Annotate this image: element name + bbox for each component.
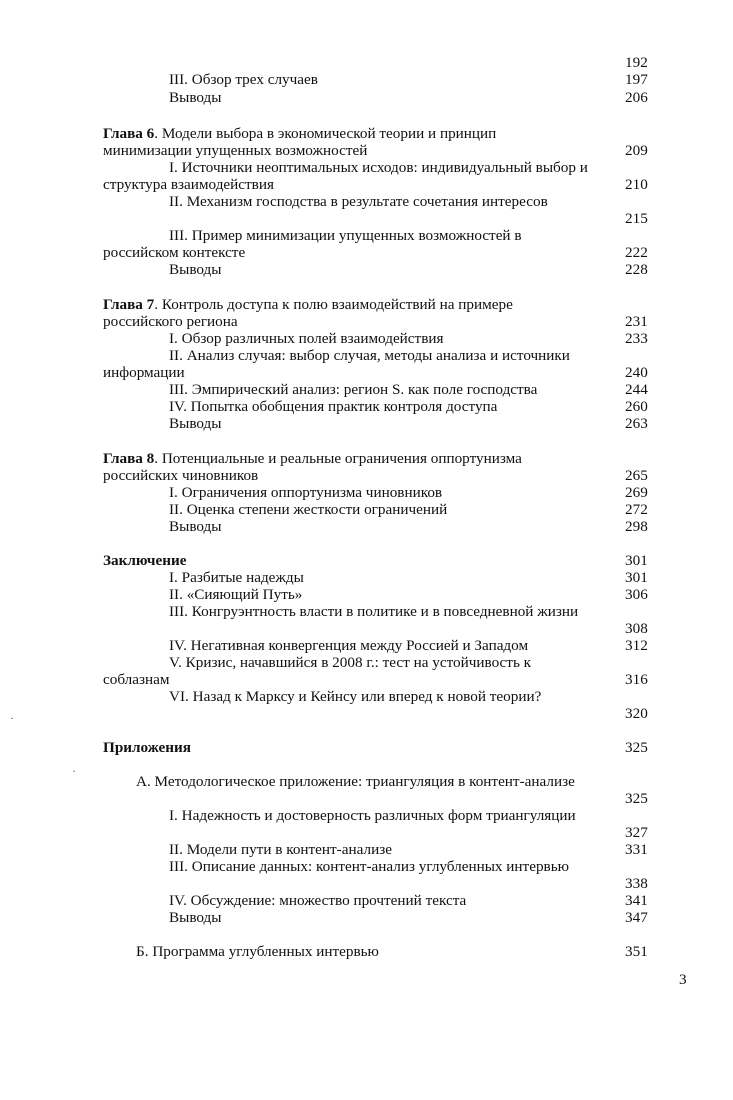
chapter-title-cont: российского региона [103,313,238,330]
page-number: 316 [625,671,648,688]
toc-entry: IV. Негативная конвергенция между Россией и Западом [169,637,529,654]
toc-entry: II. Механизм господства в результате сочетания интересов [169,193,548,210]
toc-entry: Выводы [169,909,222,926]
page-number: 331 [625,841,648,858]
page-number: 260 [625,398,648,415]
footer-page-number: 3 [679,971,687,988]
toc-entry: IV. Попытка обобщения практик контроля доступа [169,398,498,415]
toc-entry: III. Пример минимизации упущенных возможностей в [169,227,522,244]
toc-entry: Выводы [169,89,222,106]
scan-speck: · [10,711,14,725]
chapter-title: . Модели выбора в экономической теории и принцип [154,125,497,142]
toc-entry-cont: российском контексте [103,244,246,261]
page-number: 206 [625,89,648,106]
chapter-heading [103,450,522,467]
toc-entry: I. Надежность и достоверность различных форм триангуляции [169,807,576,824]
toc-entry-cont: информации [103,364,185,381]
toc-entry: III. Конгруэнтность власти в политике и в повседневной жизни [169,603,579,620]
page-number: 263 [625,415,648,432]
page-number: 347 [625,909,648,926]
toc-entry: III. Описание данных: контент-анализ углубленных интервью [169,858,569,875]
toc-entry: I. Обзор различных полей взаимодействия [169,330,444,347]
page-number: 210 [625,176,648,193]
chapter-title: . Потенциальные и реальные ограничения оппортунизма [154,450,522,467]
page-number: 222 [625,244,648,261]
chapter-heading: Приложения [103,739,192,756]
toc-entry: I. Разбитые надежды [169,569,304,586]
toc-entry: Выводы [169,415,222,432]
page-number: 272 [625,501,648,518]
page-number: 301 [625,569,648,586]
page-number: 306 [625,586,648,603]
chapter-title-cont: российских чиновников [103,467,259,484]
page-number: 341 [625,892,648,909]
page-number: 192 [625,54,648,71]
page-number: 240 [625,364,648,381]
toc-entry-cont: соблазнам [103,671,170,688]
toc-entry: II. Модели пути в контент-анализе [169,841,392,858]
chapter-label: Глава 8 [103,450,155,467]
toc-entry: II. «Сияющий Путь» [169,586,303,603]
toc-entry: II. Анализ случая: выбор случая, методы анализа и источники [169,347,570,364]
page-number: 301 [625,552,648,569]
toc-entry: I. Источники неоптимальных исходов: индивидуальный выбор и [169,159,588,176]
appendix-title: А. Методологическое приложение: триангуляция в контент-анализе [136,773,575,790]
page-number: 233 [625,330,648,347]
page-number: 327 [625,824,648,841]
page-number: 351 [625,943,648,960]
toc-entry: V. Кризис, начавшийся в 2008 г.: тест на устойчивость к [169,654,532,671]
page-number: 209 [625,142,648,159]
page-number: 338 [625,875,648,892]
toc-entry: I. Ограничения оппортунизма чиновников [169,484,443,501]
toc-entry: Выводы [169,518,222,535]
appendix-title: Б. Программа углубленных интервью [136,943,379,960]
page-number: 197 [625,71,648,88]
toc-entry: III. Эмпирический анализ: регион S. как поле господства [169,381,538,398]
page-number: 269 [625,484,648,501]
page-number: 308 [625,620,648,637]
page-number: 312 [625,637,648,654]
chapter-label: Глава 7 [103,296,155,313]
chapter-label: Глава 6 [103,125,155,142]
toc-entry-cont: структура взаимодействия [103,176,274,193]
chapter-heading [103,296,513,313]
page-number: 265 [625,467,648,484]
toc-entry: II. Оценка степени жесткости ограничений [169,501,448,518]
toc-entry: VI. Назад к Марксу и Кейнсу или вперед к новой теории? [169,688,542,705]
page-number: 215 [625,210,648,227]
page-number: 325 [625,739,648,756]
page-number: 228 [625,261,648,278]
page-number: 325 [625,790,648,807]
toc-entry: III. Обзор трех случаев [169,71,318,88]
page-number: 320 [625,705,648,722]
chapter-heading: Заключение [103,552,187,569]
scan-speck: · [72,764,76,778]
page-number: 298 [625,518,648,535]
page-number: 244 [625,381,648,398]
chapter-title: . Контроль доступа к полю взаимодействий на примере [154,296,513,313]
chapter-title-cont: минимизации упущенных возможностей [103,142,368,159]
chapter-heading [103,125,496,142]
toc-entry: IV. Обсуждение: множество прочтений текста [169,892,467,909]
toc-entry: Выводы [169,261,222,278]
page-number: 231 [625,313,648,330]
